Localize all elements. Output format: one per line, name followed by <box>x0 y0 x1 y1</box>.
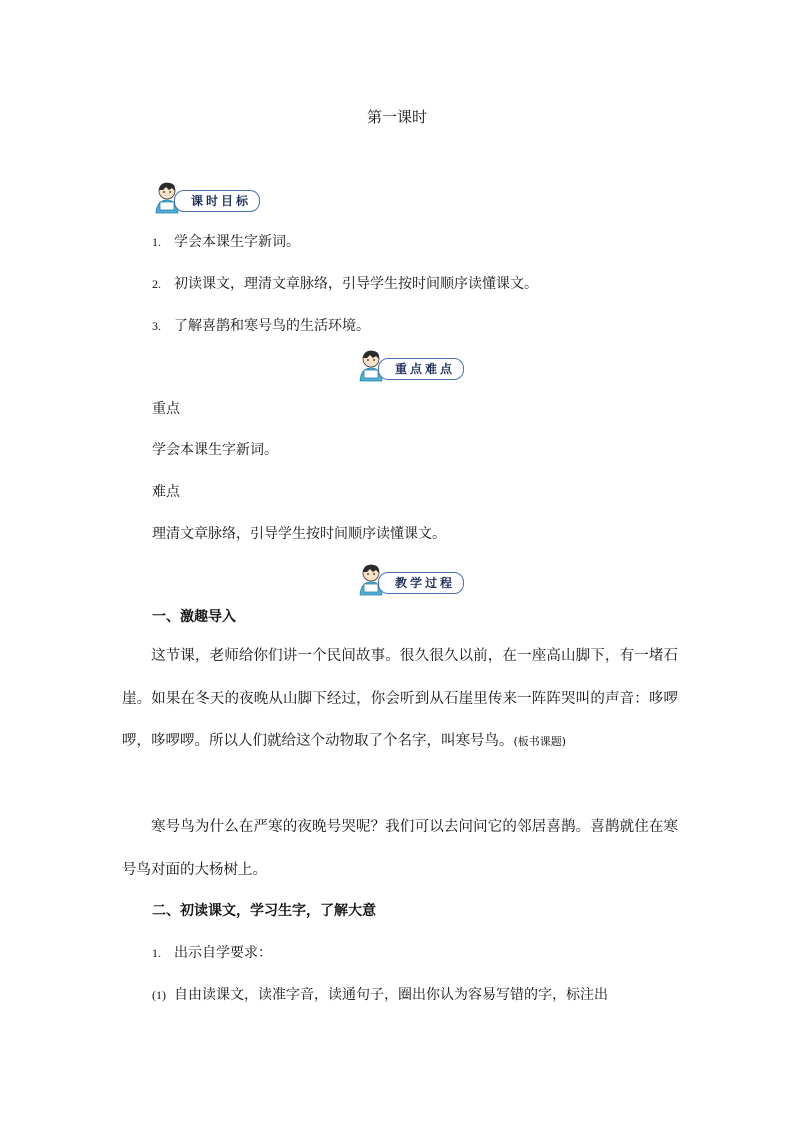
keypoints-badge <box>356 348 468 382</box>
focus-label: 重点 <box>152 401 180 417</box>
objective-item-2 <box>152 273 538 293</box>
list-number: 3. <box>152 319 161 333</box>
paragraph-intro <box>122 635 678 764</box>
objectives-badge-label: 课时目标 <box>174 190 260 212</box>
process-badge <box>356 562 468 596</box>
paragraph-question: 寒号鸟为什么在严寒的夜晚号哭呢？我们可以去问问它的邻居喜鹊。喜鹊就住在寒号鸟对面的大杨树上。 <box>122 819 678 878</box>
list-number: 1. <box>152 946 161 960</box>
difficulty-text: 理清文章脉络，引导学生按时间顺序读懂课文。 <box>152 526 446 542</box>
board-note: (板书课题) <box>513 735 567 749</box>
objective-item-3 <box>152 315 370 335</box>
focus-text: 学会本课生字新词。 <box>152 442 278 458</box>
list-text: 自由读课文，读准字音，读通句子，圈出你认为容易写错的字，标注出 <box>174 987 608 1003</box>
list-text: 初读课文，理清文章脉络，引导学生按时间顺序读懂课文。 <box>174 276 538 292</box>
list-text: 了解喜鹊和寒号鸟的生活环境。 <box>174 318 370 334</box>
list-number: 1. <box>152 235 161 249</box>
objectives-badge <box>152 180 264 214</box>
page-title: 第一课时 <box>366 108 427 126</box>
section-heading-2: 二、初读课文，学习生字，了解大意 <box>152 903 376 919</box>
list-text: 学会本课生字新词。 <box>174 234 300 250</box>
paragraph-text: 这节课，老师给你们讲一个民间故事。很久很久以前，在一座高山脚下，有一堵石崖。如果在冬天的夜晚从山脚下经过，你会听到从石崖里传来一阵阵哭叫的声音：哆啰啰，哆啰啰。所以人们就给这个动物取了个名字，叫寒号鸟。 <box>122 648 678 750</box>
study-item-1 <box>152 942 272 962</box>
objective-item-1 <box>152 231 300 251</box>
process-badge-label: 教学过程 <box>378 572 464 594</box>
list-number: (1) <box>152 988 166 1002</box>
list-number: 2. <box>152 277 161 291</box>
keypoints-badge-label: 重点难点 <box>378 358 464 380</box>
list-text: 出示自学要求： <box>174 945 272 961</box>
study-subitem-1 <box>152 984 608 1004</box>
difficulty-label: 难点 <box>152 484 180 500</box>
section-heading-1: 一、激趣导入 <box>152 609 236 625</box>
